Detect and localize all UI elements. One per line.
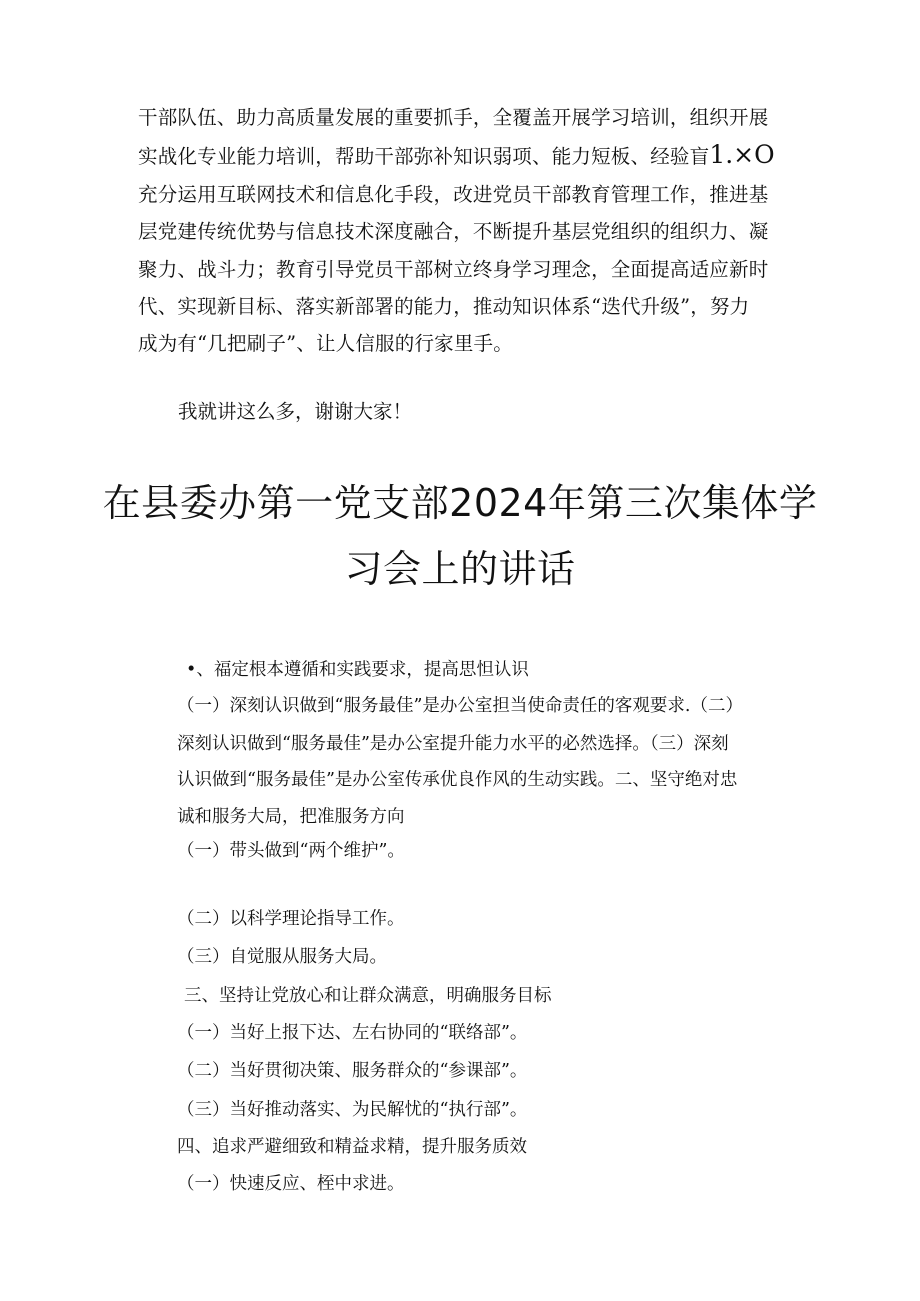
outline-item: （二）当好贯彻决策、服务群众的“参课部”。 bbox=[177, 1061, 528, 1081]
outline-item: （一）当好上报下达、左右协同的“联络部”。 bbox=[177, 1023, 528, 1043]
title-line-1: 在县委办第一党支部2024年第三次集体学 bbox=[102, 481, 818, 525]
title-line-2: 习会上的讲话 bbox=[344, 547, 576, 591]
closing-remark: 我就讲这么多，谢谢大家！ bbox=[178, 400, 413, 423]
paragraph-line: 层党建传统优势与信息技术深度融合，不断提升基层党组织的组织力、凝 bbox=[138, 220, 769, 244]
paragraph-line-suffix: 1.×O bbox=[709, 140, 775, 170]
outline-item: （二）以科学理论指导工作。 bbox=[177, 909, 405, 929]
section-heading: •、福定根本遵循和实践要求，提高思怛认识 bbox=[186, 660, 529, 680]
intro-paragraph bbox=[138, 99, 798, 363]
outline-item: （一）带头做到“两个维护”。 bbox=[177, 841, 405, 861]
outline-line: 诚和服务大局，把准服务方向 bbox=[177, 807, 405, 827]
paragraph-line-text: 实战化专业能力培训，帮助干部弥补知识弱项、能力短板、经验盲 bbox=[138, 145, 710, 169]
paragraph-line: 聚力、战斗力；教育引导党员干部树立终身学习理念，全面提高适应新时 bbox=[138, 257, 769, 281]
paragraph-line: 干部队伍、助力高质量发展的重要抓手，全覆盖开展学习培训，组织开展 bbox=[138, 106, 769, 129]
outline-item: （一）快速反应、桎中求进。 bbox=[177, 1174, 405, 1194]
outline-line: 深刻认识做到“服务最佳”是办公室提升能力水平的必然选择。（三）深刻 bbox=[177, 734, 729, 754]
outline-item: （三）自觉服从服务大局。 bbox=[177, 947, 387, 967]
section-heading: 四、追求严避细致和精益求精，提升服务质效 bbox=[177, 1137, 527, 1157]
paragraph-line: 代、实现新目标、落实新部署的能力，推动知识体系“迭代升级”，努力 bbox=[138, 295, 750, 319]
paragraph-line: 充分运用互联网技术和信息化手段，改进党员干部教育管理工作，推进基 bbox=[138, 182, 769, 206]
outline-line: （一）深刻认识做到“服务最佳”是办公室担当使命责任的客观要求.（二） bbox=[177, 696, 743, 716]
paragraph-line bbox=[138, 136, 798, 175]
outline-item: （三）当好推动落实、为民解忧的“执行部”。 bbox=[177, 1100, 528, 1120]
outline-line: 认识做到“服务最佳”是办公室传承优良作风的生动实践。二、坚守绝对忠 bbox=[177, 770, 738, 790]
section-heading: 三、坚持让党放心和让群众满意，明确服务目标 bbox=[184, 986, 552, 1006]
paragraph-line: 成为有“几把刷子”、让人信服的行家里手。 bbox=[138, 332, 513, 356]
document-title bbox=[90, 470, 830, 602]
